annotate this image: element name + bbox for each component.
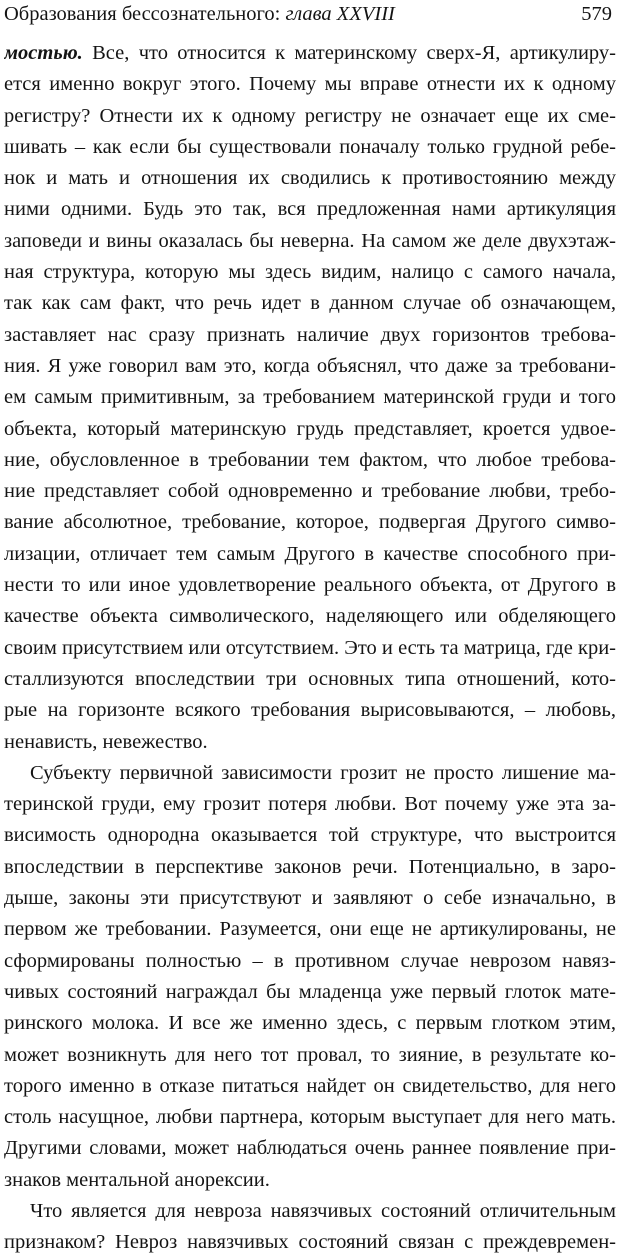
- line-text: заповеди и вины оказалась бы неверна. На самом же деле двухэтаж-: [4, 229, 616, 252]
- text-line: [4, 414, 616, 445]
- text-line: [4, 570, 616, 601]
- text-line: [4, 1040, 616, 1071]
- line-text: Что является для невроза навязчивых состояний отличительным: [30, 1199, 616, 1222]
- line-text: ненависть, невежество.: [4, 730, 208, 753]
- text-line: [4, 601, 616, 632]
- line-text: заставляет нас сразу признать наличие двух горизонтов требова-: [4, 323, 616, 346]
- running-title-chapter: глава XXVIII: [285, 3, 395, 25]
- line-text: торого именно в отказе питаться найдет он свидетельство, для него: [4, 1074, 616, 1097]
- line-text: вание абсолютное, требование, которое, подвергая Другого симво-: [4, 511, 616, 534]
- text-line: [4, 226, 616, 257]
- text-line: [4, 445, 616, 476]
- text-line: [4, 977, 616, 1008]
- line-text: дыше, законы эти присутствуют и заявляют о себе изначально, в: [4, 887, 616, 910]
- text-line: [4, 382, 616, 413]
- running-title-prefix: Образования бессознательного:: [4, 3, 286, 25]
- text-line: [4, 69, 616, 100]
- text-line: [4, 852, 616, 883]
- line-text: сталлизуются впоследствии три основных типа отношений, кото-: [4, 667, 616, 690]
- text-line: [4, 758, 616, 789]
- line-text: висимость однородна оказывается той структуре, что выстроится: [4, 824, 616, 847]
- line-text: столь насущное, любви партнера, которым выступает для него мать.: [4, 1106, 616, 1129]
- line-text: качестве объекта символического, наделяющего или обделяющего: [4, 605, 616, 628]
- text-line: [4, 288, 616, 319]
- line-text: лизации, отличает тем самым Другого в качестве способного при-: [4, 542, 616, 565]
- line-text: теринской груди, ему грозит потеря любви. Вот почему уже эта за-: [4, 793, 616, 816]
- text-line: [4, 132, 616, 163]
- line-text: объекта, который материнскую грудь представляет, кроется удвое-: [4, 417, 616, 440]
- text-line: [4, 946, 616, 977]
- line-text: Другими словами, может наблюдаться очень раннее появление при-: [4, 1137, 616, 1160]
- line-text: нок и мать и отношения их сводились к противостоянию между: [4, 167, 616, 190]
- line-text: шивать – как если бы существовали поначалу только грудной ребе-: [4, 135, 616, 158]
- page-header: [4, 2, 612, 34]
- text-line: [4, 507, 616, 538]
- text-line: [4, 539, 616, 570]
- line-text: ния. Я уже говорил вам это, когда объяснял, что даже за требовани-: [4, 354, 616, 377]
- text-line: [4, 727, 616, 758]
- body-text: [4, 38, 616, 1259]
- line-text: знаков ментальной анорексии.: [4, 1168, 270, 1191]
- text-line: [4, 633, 616, 664]
- line-text: впоследствии в перспективе законов речи. Потенциально, в заро-: [4, 855, 616, 878]
- line-text: сформированы полностью – в противном случае неврозом навяз-: [4, 949, 616, 972]
- text-line: [4, 476, 616, 507]
- line-text: ние, обусловленное в требовании тем фактом, что любое требова-: [4, 448, 616, 471]
- line-text: может возникнуть для него тот провал, то зияние, в результате ко-: [4, 1043, 616, 1066]
- line-text: чивых состояний награждал бы младенца уже первый глоток мате-: [4, 980, 616, 1003]
- text-line: [4, 789, 616, 820]
- line-text: нести то или иное удовлетворение реального объекта, от Другого в: [4, 574, 616, 597]
- line-text: так как сам факт, что речь идет в данном случае об означающем,: [4, 292, 616, 315]
- text-line: [4, 194, 616, 225]
- text-line: [4, 101, 616, 132]
- text-line: [4, 664, 616, 695]
- text-line: [4, 1227, 616, 1258]
- text-line: [4, 914, 616, 945]
- text-line: [4, 320, 616, 351]
- text-line: [4, 820, 616, 851]
- line-text: рые на горизонте всякого требования вырисовываются, – любовь,: [4, 699, 616, 722]
- text-line: [4, 163, 616, 194]
- line-text: регистру? Отнести их к одному регистру не означает еще их сме-: [4, 104, 616, 127]
- line-text: ними одними. Будь это так, вся предложенная нами артикуляция: [4, 198, 616, 221]
- emphasized-word: мостью.: [4, 42, 83, 64]
- line-text: признаком? Невроз навязчивых состояний связан с преждевремен-: [4, 1231, 616, 1254]
- text-line: [4, 1133, 616, 1164]
- line-text: первом же требовании. Разумеется, они еще не артикулированы, не: [4, 918, 616, 941]
- text-line: [4, 351, 616, 382]
- line-text: ринского молока. И все же именно здесь, с первым глотком этим,: [4, 1012, 616, 1035]
- text-line: [4, 883, 616, 914]
- text-line: [4, 1196, 616, 1227]
- line-text: ная структура, которую мы здесь видим, налицо с самого начала,: [4, 261, 616, 284]
- text-line: [4, 1102, 616, 1133]
- line-text: Субъекту первичной зависимости грозит не просто лишение ма-: [30, 761, 616, 784]
- running-title: [4, 2, 395, 26]
- line-text: ется именно вокруг этого. Почему мы вправе отнести их к одному: [4, 73, 616, 96]
- text-line: [4, 1071, 616, 1102]
- text-line: [4, 695, 616, 726]
- text-line: [4, 257, 616, 288]
- line-text: Все, что относится к материнскому сверх-Я, артикулиру-: [82, 42, 616, 64]
- line-text: ем самым примитивным, за требованием материнской груди и того: [4, 386, 616, 409]
- text-line: [4, 1008, 616, 1039]
- page-number: 579: [581, 3, 612, 25]
- text-line: [4, 1165, 616, 1196]
- line-text: своим присутствием или отсутствием. Это и есть та матрица, где кри-: [4, 636, 616, 659]
- text-line: [4, 38, 616, 69]
- line-text: ние представляет собой одновременно и требование любви, требо-: [4, 480, 616, 503]
